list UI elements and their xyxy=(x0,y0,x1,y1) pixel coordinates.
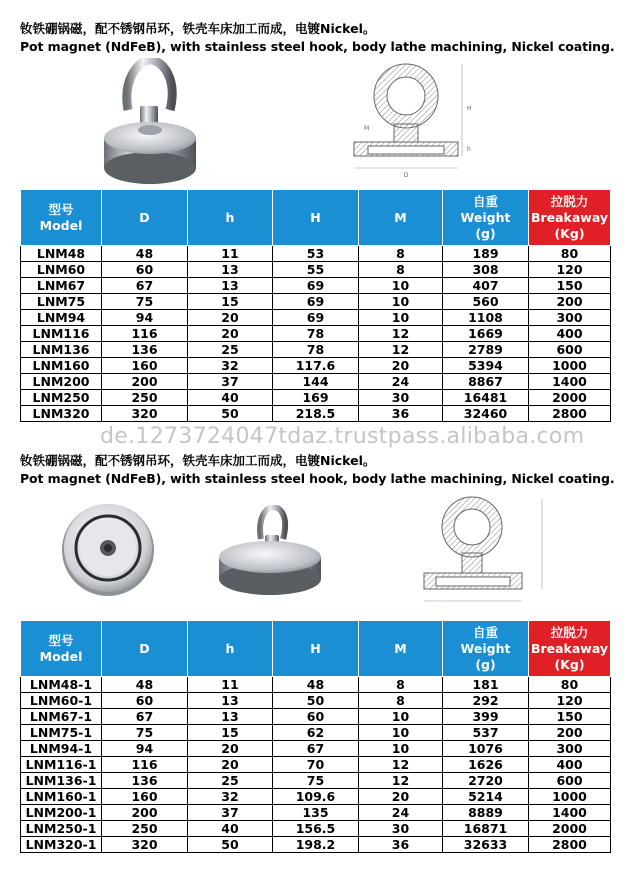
table1-cell-h: 20 xyxy=(188,310,273,326)
table1-cell-h: 13 xyxy=(188,278,273,294)
section1-title-cn: 钕铁硼锅磁，配不锈钢吊环，铁壳车床加工而成，电镀Nickel。 xyxy=(20,21,376,36)
table1-cell-H: 218.5 xyxy=(273,406,359,422)
table1-cell-breakaway: 2000 xyxy=(529,390,611,406)
table2-cell-d: 200 xyxy=(102,805,188,821)
table1-cell-breakaway: 1000 xyxy=(529,358,611,374)
table2-row xyxy=(21,741,611,757)
table1-cell-H: 69 xyxy=(273,278,359,294)
table1-cell-d: 250 xyxy=(102,390,188,406)
product-photo-hook-magnet xyxy=(100,58,200,186)
table2-cell-weight: 16871 xyxy=(443,821,529,837)
table1-cell-model: LNM67 xyxy=(21,278,102,294)
table1-cell-m: 10 xyxy=(359,294,443,310)
table1-cell-model: LNM60 xyxy=(21,262,102,278)
table2-cell-breakaway: 2000 xyxy=(529,821,611,837)
table1-cell-breakaway: 2800 xyxy=(529,406,611,422)
section2-title-en: Pot magnet (NdFeB), with stainless steel hook, body lathe machining, Nickel coating. xyxy=(20,471,615,486)
table2-cell-d: 116 xyxy=(102,757,188,773)
table2-cell-m: 10 xyxy=(359,725,443,741)
table1-cell-model: LNM75 xyxy=(21,294,102,310)
table2-cell-H: 135 xyxy=(273,805,359,821)
table2-cell-m: 36 xyxy=(359,837,443,853)
table2-cell-model: LNM200-1 xyxy=(21,805,102,821)
table2-cell-weight: 181 xyxy=(443,677,529,693)
table2-cell-model: LNM75-1 xyxy=(21,725,102,741)
table2-cell-model: LNM48-1 xyxy=(21,677,102,693)
table2-header-model-cn: 型号 xyxy=(48,632,74,648)
table2-cell-breakaway: 2800 xyxy=(529,837,611,853)
table1-cell-m: 36 xyxy=(359,406,443,422)
table1-cell-weight: 2789 xyxy=(443,342,529,358)
table1-cell-m: 12 xyxy=(359,342,443,358)
table1-cell-breakaway: 300 xyxy=(529,310,611,326)
table1-cell-h: 32 xyxy=(188,358,273,374)
table2-cell-m: 20 xyxy=(359,789,443,805)
table2-cell-h: 20 xyxy=(188,741,273,757)
table2-cell-m: 10 xyxy=(359,741,443,757)
table1-cell-h: 11 xyxy=(188,246,273,262)
table1-cell-H: 55 xyxy=(273,262,359,278)
table1-cell-breakaway: 150 xyxy=(529,278,611,294)
table1-cell-weight: 308 xyxy=(443,262,529,278)
table2-cell-d: 60 xyxy=(102,693,188,709)
table2-header-d: D xyxy=(102,621,188,677)
spec-table-1 xyxy=(20,189,611,422)
table2-header-h: h xyxy=(188,621,273,677)
table2-header-weight-en: Weight xyxy=(460,640,511,656)
table2-cell-model: LNM116-1 xyxy=(21,757,102,773)
table1-cell-H: 69 xyxy=(273,294,359,310)
table1-cell-m: 10 xyxy=(359,310,443,326)
table2-cell-d: 48 xyxy=(102,677,188,693)
table2-cell-m: 12 xyxy=(359,757,443,773)
table2-cell-H: 60 xyxy=(273,709,359,725)
table2-cell-H: 109.6 xyxy=(273,789,359,805)
table2-row xyxy=(21,805,611,821)
table2-cell-d: 320 xyxy=(102,837,188,853)
table1-cell-model: LNM160 xyxy=(21,358,102,374)
table1-cell-model: LNM136 xyxy=(21,342,102,358)
table1-cell-model: LNM250 xyxy=(21,390,102,406)
table1-header-model-cn: 型号 xyxy=(48,201,74,217)
table2-cell-m: 12 xyxy=(359,773,443,789)
table2-cell-weight: 1076 xyxy=(443,741,529,757)
table2-cell-h: 13 xyxy=(188,693,273,709)
table2-cell-breakaway: 400 xyxy=(529,757,611,773)
table1-cell-m: 24 xyxy=(359,374,443,390)
table2-cell-d: 136 xyxy=(102,773,188,789)
table2-cell-H: 156.5 xyxy=(273,821,359,837)
table1-cell-model: LNM320 xyxy=(21,406,102,422)
table1-cell-breakaway: 600 xyxy=(529,342,611,358)
table1-header-h: h xyxy=(188,190,273,246)
table2-cell-model: LNM67-1 xyxy=(21,709,102,725)
table1-row xyxy=(21,278,611,294)
table2-cell-h: 20 xyxy=(188,757,273,773)
table2-cell-H: 48 xyxy=(273,677,359,693)
table1-cell-d: 116 xyxy=(102,326,188,342)
table1-cell-weight: 407 xyxy=(443,278,529,294)
table1-cell-H: 117.6 xyxy=(273,358,359,374)
table1-cell-model: LNM200 xyxy=(21,374,102,390)
table2-cell-m: 30 xyxy=(359,821,443,837)
table2-cell-h: 11 xyxy=(188,677,273,693)
table2-cell-m: 8 xyxy=(359,693,443,709)
table1-cell-h: 20 xyxy=(188,326,273,342)
table2-header-m: M xyxy=(359,621,443,677)
section1-title-en: Pot magnet (NdFeB), with stainless steel hook, body lathe machining, Nickel coating. xyxy=(20,39,615,54)
table1-row xyxy=(21,342,611,358)
table1-cell-d: 48 xyxy=(102,246,188,262)
table2-header-weight xyxy=(443,621,529,677)
drawing1-label-H: H xyxy=(467,105,472,112)
table1-row xyxy=(21,246,611,262)
table1-header-breakaway-unit: (Kg) xyxy=(554,225,585,241)
table2-header-weight-cn: 自重 xyxy=(472,624,498,640)
table1-header-model-en: Model xyxy=(39,217,83,233)
table2-cell-d: 160 xyxy=(102,789,188,805)
table2-cell-weight: 2720 xyxy=(443,773,529,789)
table1-cell-d: 136 xyxy=(102,342,188,358)
table1-cell-weight: 1669 xyxy=(443,326,529,342)
table1-row xyxy=(21,262,611,278)
table2-cell-breakaway: 600 xyxy=(529,773,611,789)
table2-cell-model: LNM136-1 xyxy=(21,773,102,789)
section2-title-cn: 钕铁硼锅磁，配不锈钢吊环，铁壳车床加工而成，电镀Nickel。 xyxy=(20,453,376,468)
table2-cell-weight: 292 xyxy=(443,693,529,709)
table1-cell-H: 78 xyxy=(273,342,359,358)
table2-row xyxy=(21,837,611,853)
drawing1-label-d: D xyxy=(403,172,409,179)
table2-row xyxy=(21,693,611,709)
table1-cell-weight: 1108 xyxy=(443,310,529,326)
table2-cell-breakaway: 300 xyxy=(529,741,611,757)
table2-cell-d: 250 xyxy=(102,821,188,837)
table2-cell-d: 67 xyxy=(102,709,188,725)
table1-row xyxy=(21,406,611,422)
table2-cell-h: 37 xyxy=(188,805,273,821)
table1-row xyxy=(21,294,611,310)
table2-row xyxy=(21,773,611,789)
table1-header-weight-cn: 自重 xyxy=(472,193,498,209)
table2-row xyxy=(21,725,611,741)
table2-cell-weight: 32633 xyxy=(443,837,529,853)
table1-header-model xyxy=(21,190,102,246)
table2-row xyxy=(21,789,611,805)
table2-cell-breakaway: 1000 xyxy=(529,789,611,805)
table1-cell-breakaway: 400 xyxy=(529,326,611,342)
table2-header-model xyxy=(21,621,102,677)
table1-cell-weight: 16481 xyxy=(443,390,529,406)
table2-header-H: H xyxy=(273,621,359,677)
table2-cell-m: 10 xyxy=(359,709,443,725)
table2-header-breakaway-unit: (Kg) xyxy=(554,656,585,672)
table2-cell-weight: 5214 xyxy=(443,789,529,805)
table2-header-breakaway xyxy=(529,621,611,677)
table1-cell-d: 200 xyxy=(102,374,188,390)
table2-cell-H: 198.2 xyxy=(273,837,359,853)
table2-cell-weight: 537 xyxy=(443,725,529,741)
table2-cell-h: 15 xyxy=(188,725,273,741)
table2-cell-H: 50 xyxy=(273,693,359,709)
table2-cell-d: 75 xyxy=(102,725,188,741)
table2-header-row xyxy=(21,621,611,677)
table1-cell-weight: 560 xyxy=(443,294,529,310)
table2-cell-model: LNM60-1 xyxy=(21,693,102,709)
table1-header-breakaway-en: Breakaway xyxy=(530,209,609,225)
table1-row xyxy=(21,358,611,374)
table1-row xyxy=(21,374,611,390)
table1-cell-breakaway: 1400 xyxy=(529,374,611,390)
table1-cell-H: 169 xyxy=(273,390,359,406)
table2-cell-weight: 1626 xyxy=(443,757,529,773)
table2-cell-model: LNM94-1 xyxy=(21,741,102,757)
table1-header-row xyxy=(21,190,611,246)
table1-header-weight-en: Weight xyxy=(460,209,511,225)
table2-cell-weight: 8889 xyxy=(443,805,529,821)
table2-row xyxy=(21,757,611,773)
spec-table-2 xyxy=(20,620,611,853)
table1-cell-d: 67 xyxy=(102,278,188,294)
technical-drawing-1 xyxy=(344,58,474,186)
table1-cell-H: 78 xyxy=(273,326,359,342)
table1-cell-H: 69 xyxy=(273,310,359,326)
table1-row xyxy=(21,310,611,326)
table2-row xyxy=(21,677,611,693)
product-photo-bottom-view xyxy=(58,498,158,598)
table2-cell-H: 75 xyxy=(273,773,359,789)
table2-cell-d: 94 xyxy=(102,741,188,757)
table1-cell-breakaway: 120 xyxy=(529,262,611,278)
product-photo-hook-magnet-2 xyxy=(215,505,325,597)
table1-cell-h: 25 xyxy=(188,342,273,358)
table1-cell-breakaway: 200 xyxy=(529,294,611,310)
table1-cell-m: 10 xyxy=(359,278,443,294)
table1-cell-d: 94 xyxy=(102,310,188,326)
table1-cell-m: 12 xyxy=(359,326,443,342)
table2-header-breakaway-cn: 拉脱力 xyxy=(550,624,589,640)
table2-cell-breakaway: 150 xyxy=(529,709,611,725)
table1-row xyxy=(21,326,611,342)
table1-cell-d: 75 xyxy=(102,294,188,310)
table2-cell-model: LNM320-1 xyxy=(21,837,102,853)
table1-cell-d: 60 xyxy=(102,262,188,278)
table1-cell-m: 20 xyxy=(359,358,443,374)
table1-cell-h: 37 xyxy=(188,374,273,390)
table1-cell-model: LNM116 xyxy=(21,326,102,342)
table1-header-breakaway xyxy=(529,190,611,246)
table2-cell-model: LNM250-1 xyxy=(21,821,102,837)
table1-cell-m: 30 xyxy=(359,390,443,406)
table2-cell-H: 62 xyxy=(273,725,359,741)
table1-cell-h: 40 xyxy=(188,390,273,406)
table1-header-H: H xyxy=(273,190,359,246)
table1-cell-d: 320 xyxy=(102,406,188,422)
table1-cell-weight: 189 xyxy=(443,246,529,262)
table2-cell-breakaway: 80 xyxy=(529,677,611,693)
table1-cell-H: 53 xyxy=(273,246,359,262)
table2-cell-H: 70 xyxy=(273,757,359,773)
watermark: de.1273724047tdaz.trustpass.alibaba.com xyxy=(100,424,585,449)
table2-cell-breakaway: 200 xyxy=(529,725,611,741)
drawing1-label-m: M xyxy=(364,125,370,132)
table1-cell-weight: 8867 xyxy=(443,374,529,390)
table2-cell-m: 24 xyxy=(359,805,443,821)
technical-drawing-2 xyxy=(410,495,550,610)
table1-cell-h: 50 xyxy=(188,406,273,422)
table1-header-m: M xyxy=(359,190,443,246)
table2-row xyxy=(21,821,611,837)
table1-row xyxy=(21,390,611,406)
table2-cell-model: LNM160-1 xyxy=(21,789,102,805)
table1-cell-model: LNM94 xyxy=(21,310,102,326)
table2-cell-breakaway: 1400 xyxy=(529,805,611,821)
table1-cell-model: LNM48 xyxy=(21,246,102,262)
table1-cell-H: 144 xyxy=(273,374,359,390)
table2-header-weight-unit: (g) xyxy=(475,656,496,672)
table1-cell-weight: 32460 xyxy=(443,406,529,422)
table2-cell-weight: 399 xyxy=(443,709,529,725)
table1-cell-h: 13 xyxy=(188,262,273,278)
table2-cell-h: 25 xyxy=(188,773,273,789)
table1-header-weight xyxy=(443,190,529,246)
table1-header-breakaway-cn: 拉脱力 xyxy=(550,193,589,209)
table1-cell-h: 15 xyxy=(188,294,273,310)
table2-cell-h: 50 xyxy=(188,837,273,853)
table2-cell-h: 13 xyxy=(188,709,273,725)
table1-cell-m: 8 xyxy=(359,262,443,278)
table1-cell-weight: 5394 xyxy=(443,358,529,374)
table1-header-d: D xyxy=(102,190,188,246)
drawing1-label-h: h xyxy=(467,146,471,153)
table2-cell-h: 32 xyxy=(188,789,273,805)
table1-cell-d: 160 xyxy=(102,358,188,374)
table2-cell-h: 40 xyxy=(188,821,273,837)
table2-row xyxy=(21,709,611,725)
table1-cell-m: 8 xyxy=(359,246,443,262)
table2-cell-breakaway: 120 xyxy=(529,693,611,709)
table2-header-model-en: Model xyxy=(39,648,83,664)
table1-cell-breakaway: 80 xyxy=(529,246,611,262)
table2-cell-m: 8 xyxy=(359,677,443,693)
table2-cell-H: 67 xyxy=(273,741,359,757)
table1-header-weight-unit: (g) xyxy=(475,225,496,241)
table2-header-breakaway-en: Breakaway xyxy=(530,640,609,656)
